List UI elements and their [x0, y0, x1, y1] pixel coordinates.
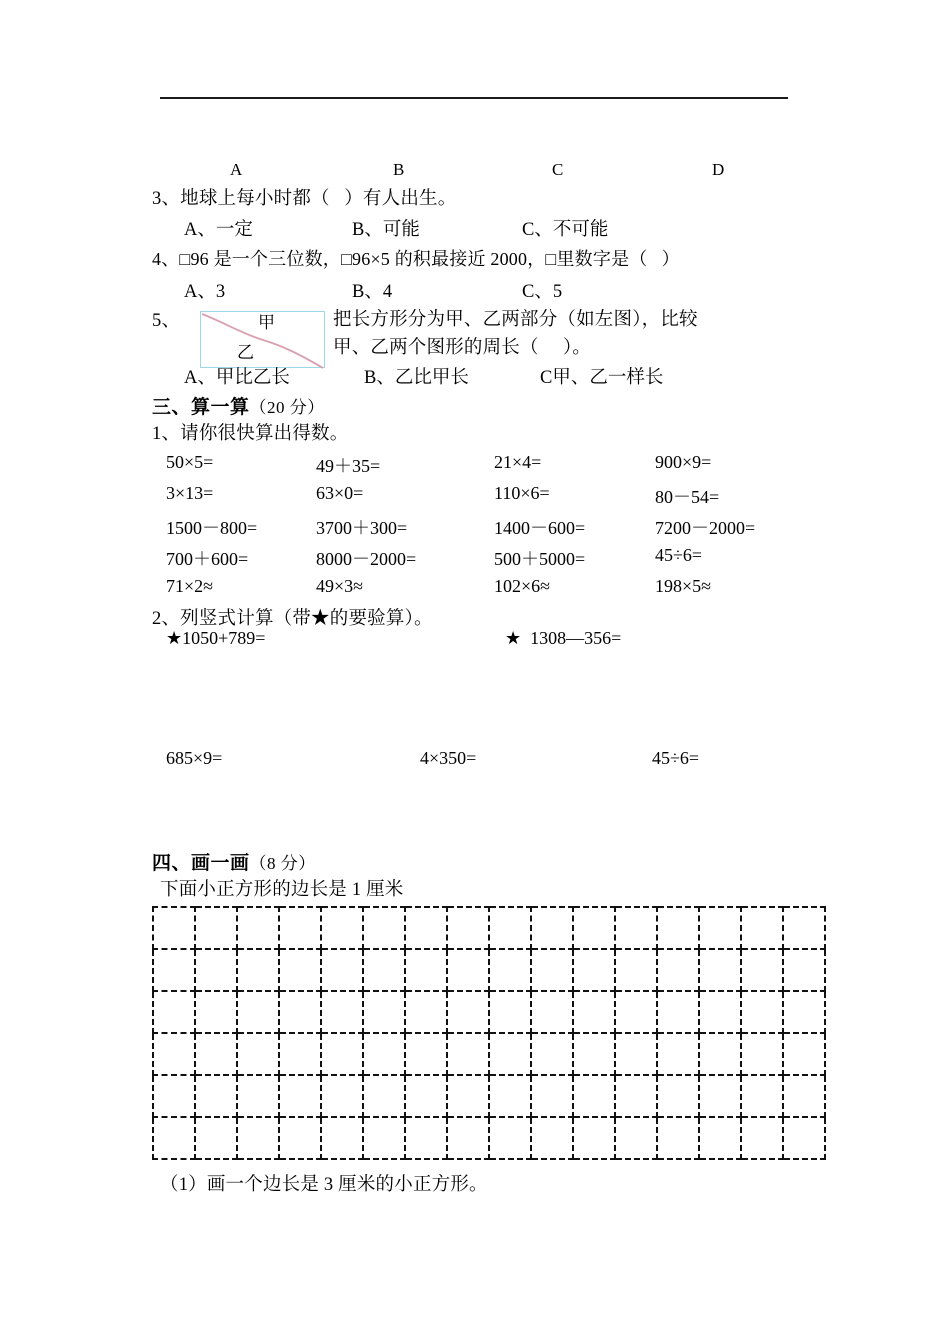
grid-cell[interactable] [447, 1033, 489, 1075]
grid-cell[interactable] [741, 1075, 783, 1117]
grid-cell[interactable] [279, 1033, 321, 1075]
question-4-choice-b[interactable]: B、4 [352, 282, 393, 302]
grid-cell[interactable] [195, 991, 237, 1033]
grid-cell[interactable] [489, 1117, 531, 1159]
quick-calc-row-1 [152, 452, 800, 478]
grid-cell[interactable] [363, 1117, 405, 1159]
grid-cell[interactable] [405, 1033, 447, 1075]
question-4-choice-c[interactable]: C、5 [522, 282, 563, 302]
grid-cell[interactable] [573, 1033, 615, 1075]
grid-cell[interactable] [741, 949, 783, 991]
grid-cell[interactable] [615, 1117, 657, 1159]
grid-cell[interactable] [531, 949, 573, 991]
grid-row [153, 1033, 825, 1075]
grid-cell[interactable] [657, 1075, 699, 1117]
vertical-calc-1-1: ★1050+789= [166, 628, 266, 648]
question-5-choice-c[interactable]: C甲、乙一样长 [540, 368, 664, 388]
grid-cell[interactable] [699, 907, 741, 949]
question-3-choices [152, 215, 800, 241]
grid-cell[interactable] [237, 1117, 279, 1159]
grid-cell[interactable] [405, 907, 447, 949]
quick-calc-4-2: 8000－2000= [316, 549, 417, 569]
figure-label-jia: 甲 [258, 313, 275, 332]
grid-cell[interactable] [531, 1075, 573, 1117]
grid-cell[interactable] [783, 1117, 825, 1159]
section-4-instruction: 下面小正方形的边长是 1 厘米 [160, 880, 404, 900]
vertical-calc-2-1: 685×9= [166, 748, 223, 768]
grid-cell[interactable] [321, 1117, 363, 1159]
grid-cell[interactable] [489, 1075, 531, 1117]
question-5-number: 5、 [152, 311, 181, 331]
measurement-grid [152, 906, 826, 1160]
section-4-heading-text: 四、画一画 [152, 853, 250, 874]
option-letter-row [152, 160, 800, 182]
grid-cell[interactable] [153, 1033, 195, 1075]
grid-cell[interactable] [699, 1075, 741, 1117]
grid-cell[interactable] [657, 1033, 699, 1075]
grid-cell[interactable] [279, 1075, 321, 1117]
quick-calc-3-3: 1400－600= [494, 518, 586, 538]
grid-cell[interactable] [405, 991, 447, 1033]
grid-cell[interactable] [741, 907, 783, 949]
vertical-calc-1-2: ★ 1308—356= [505, 628, 622, 648]
grid-cell[interactable] [741, 991, 783, 1033]
grid-cell[interactable] [237, 1075, 279, 1117]
quick-calc-3-2: 3700＋300= [316, 518, 408, 538]
grid-cell[interactable] [657, 949, 699, 991]
grid-cell[interactable] [531, 1117, 573, 1159]
grid-cell[interactable] [279, 949, 321, 991]
measurement-grid-table [152, 906, 826, 1160]
grid-cell[interactable] [237, 991, 279, 1033]
section-4-task-1: （1）画一个边长是 3 厘米的小正方形。 [160, 1175, 488, 1195]
quick-calc-5-1: 71×2≈ [166, 576, 214, 596]
quick-calc-1-4: 900×9= [655, 452, 712, 472]
grid-cell[interactable] [447, 907, 489, 949]
question-4-choice-a[interactable]: A、3 [184, 282, 226, 302]
grid-cell[interactable] [153, 949, 195, 991]
grid-cell[interactable] [531, 907, 573, 949]
grid-cell[interactable] [279, 907, 321, 949]
option-letter-a: A [230, 160, 243, 179]
grid-cell[interactable] [741, 1033, 783, 1075]
question-4-choices [152, 277, 800, 303]
quick-calc-2-4: 80－54= [655, 487, 720, 507]
grid-cell[interactable] [573, 949, 615, 991]
grid-cell[interactable] [363, 907, 405, 949]
grid-cell[interactable] [615, 991, 657, 1033]
grid-cell[interactable] [195, 1033, 237, 1075]
grid-cell[interactable] [573, 1117, 615, 1159]
grid-cell[interactable] [615, 1075, 657, 1117]
question-5-figure [200, 311, 325, 368]
option-letter-b: B [393, 160, 405, 179]
grid-cell[interactable] [279, 1117, 321, 1159]
grid-cell[interactable] [783, 1075, 825, 1117]
vertical-calc-2-2: 4×350= [420, 748, 477, 768]
grid-cell[interactable] [195, 1075, 237, 1117]
grid-cell[interactable] [447, 1075, 489, 1117]
grid-cell[interactable] [573, 1075, 615, 1117]
grid-cell[interactable] [657, 907, 699, 949]
grid-cell[interactable] [615, 1033, 657, 1075]
grid-cell[interactable] [573, 991, 615, 1033]
grid-cell[interactable] [615, 907, 657, 949]
quick-calc-5-4: 198×5≈ [655, 576, 712, 596]
grid-cell[interactable] [783, 949, 825, 991]
grid-cell[interactable] [321, 949, 363, 991]
grid-cell[interactable] [405, 1117, 447, 1159]
option-letter-d: D [712, 160, 725, 179]
grid-cell[interactable] [783, 907, 825, 949]
option-letter-c: C [552, 160, 564, 179]
grid-cell[interactable] [447, 991, 489, 1033]
grid-cell[interactable] [531, 1033, 573, 1075]
quick-calc-1-1: 50×5= [166, 452, 214, 472]
question-3-choice-b[interactable]: B、可能 [352, 220, 420, 240]
section-3-sub-1: 1、请你很快算出得数。 [152, 424, 349, 444]
grid-cell[interactable] [531, 991, 573, 1033]
section-4-points: （8 分） [249, 854, 316, 873]
grid-cell[interactable] [405, 1075, 447, 1117]
grid-cell[interactable] [699, 949, 741, 991]
grid-cell[interactable] [447, 949, 489, 991]
question-5-choice-b[interactable]: B、乙比甲长 [364, 368, 469, 388]
question-3-stem: 3、地球上每小时都（ ）有人出生。 [152, 189, 457, 209]
grid-cell[interactable] [405, 949, 447, 991]
quick-calc-2-2: 63×0= [316, 483, 364, 503]
grid-cell[interactable] [363, 1033, 405, 1075]
grid-cell[interactable] [783, 991, 825, 1033]
grid-cell[interactable] [195, 1117, 237, 1159]
quick-calc-row-3 [152, 514, 800, 540]
grid-cell[interactable] [195, 907, 237, 949]
question-5-choices [152, 363, 800, 389]
vertical-calc-2-3: 45÷6= [652, 748, 700, 768]
grid-cell[interactable] [783, 1033, 825, 1075]
section-4-heading [152, 848, 316, 875]
quick-calc-2-3: 110×6= [494, 483, 550, 503]
question-3-choice-a[interactable]: A、一定 [184, 220, 253, 240]
grid-cell[interactable] [321, 1033, 363, 1075]
grid-row [153, 991, 825, 1033]
quick-calc-3-1: 1500－800= [166, 518, 258, 538]
grid-cell[interactable] [321, 1075, 363, 1117]
grid-cell[interactable] [321, 907, 363, 949]
question-4-stem: 4、□96 是一个三位数，□96×5 的积最接近 2000，□里数字是（ ） [152, 249, 680, 269]
figure-label-yi: 乙 [237, 343, 254, 362]
grid-cell[interactable] [741, 1117, 783, 1159]
grid-cell[interactable] [489, 991, 531, 1033]
quick-calc-row-5 [152, 576, 800, 602]
grid-cell[interactable] [657, 1117, 699, 1159]
grid-cell[interactable] [237, 907, 279, 949]
grid-cell[interactable] [657, 991, 699, 1033]
quick-calc-4-4: 45÷6= [655, 545, 703, 565]
grid-cell[interactable] [237, 1033, 279, 1075]
grid-cell[interactable] [699, 1033, 741, 1075]
grid-cell[interactable] [489, 1033, 531, 1075]
quick-calc-5-3: 102×6≈ [494, 576, 551, 596]
quick-calc-1-2: 49＋35= [316, 456, 381, 476]
grid-cell[interactable] [573, 907, 615, 949]
section-3-heading-text: 三、算一算 [152, 397, 250, 418]
grid-cell[interactable] [615, 949, 657, 991]
quick-calc-4-3: 500＋5000= [494, 549, 586, 569]
grid-cell[interactable] [489, 949, 531, 991]
grid-cell[interactable] [699, 991, 741, 1033]
grid-cell[interactable] [153, 1117, 195, 1159]
question-5-choice-a[interactable]: A、甲比乙长 [184, 368, 290, 388]
grid-cell[interactable] [699, 1117, 741, 1159]
grid-row [153, 1075, 825, 1117]
quick-calc-5-2: 49×3≈ [316, 576, 364, 596]
quick-calc-1-3: 21×4= [494, 452, 542, 472]
header-divider-rule [160, 97, 788, 99]
grid-cell[interactable] [279, 991, 321, 1033]
grid-cell[interactable] [489, 907, 531, 949]
quick-calc-3-4: 7200－2000= [655, 518, 756, 538]
grid-cell[interactable] [321, 991, 363, 1033]
grid-cell[interactable] [363, 991, 405, 1033]
question-5-stem-line-1: 把长方形分为甲、乙两部分（如左图），比较 [333, 310, 698, 330]
grid-row [153, 907, 825, 949]
vertical-calc-row-1 [152, 628, 800, 654]
quick-calc-row-4 [152, 545, 800, 571]
grid-row [153, 1117, 825, 1159]
grid-cell[interactable] [153, 1075, 195, 1117]
quick-calc-4-1: 700＋600= [166, 549, 249, 569]
grid-cell[interactable] [237, 949, 279, 991]
section-3-points: （20 分） [249, 398, 325, 417]
question-3-choice-c[interactable]: C、不可能 [522, 220, 609, 240]
vertical-calc-row-2 [152, 748, 800, 774]
grid-cell[interactable] [153, 907, 195, 949]
grid-cell[interactable] [363, 1075, 405, 1117]
section-3-heading [152, 392, 325, 419]
section-3-sub-2: 2、列竖式计算（带★的要验算）。 [152, 609, 433, 629]
quick-calc-row-2 [152, 483, 800, 509]
quick-calc-2-1: 3×13= [166, 483, 214, 503]
grid-cell[interactable] [363, 949, 405, 991]
question-5-stem-line-2: 甲、乙两个图形的周长（ ）。 [333, 338, 591, 358]
grid-cell[interactable] [195, 949, 237, 991]
grid-row [153, 949, 825, 991]
grid-cell[interactable] [153, 991, 195, 1033]
grid-cell[interactable] [447, 1117, 489, 1159]
